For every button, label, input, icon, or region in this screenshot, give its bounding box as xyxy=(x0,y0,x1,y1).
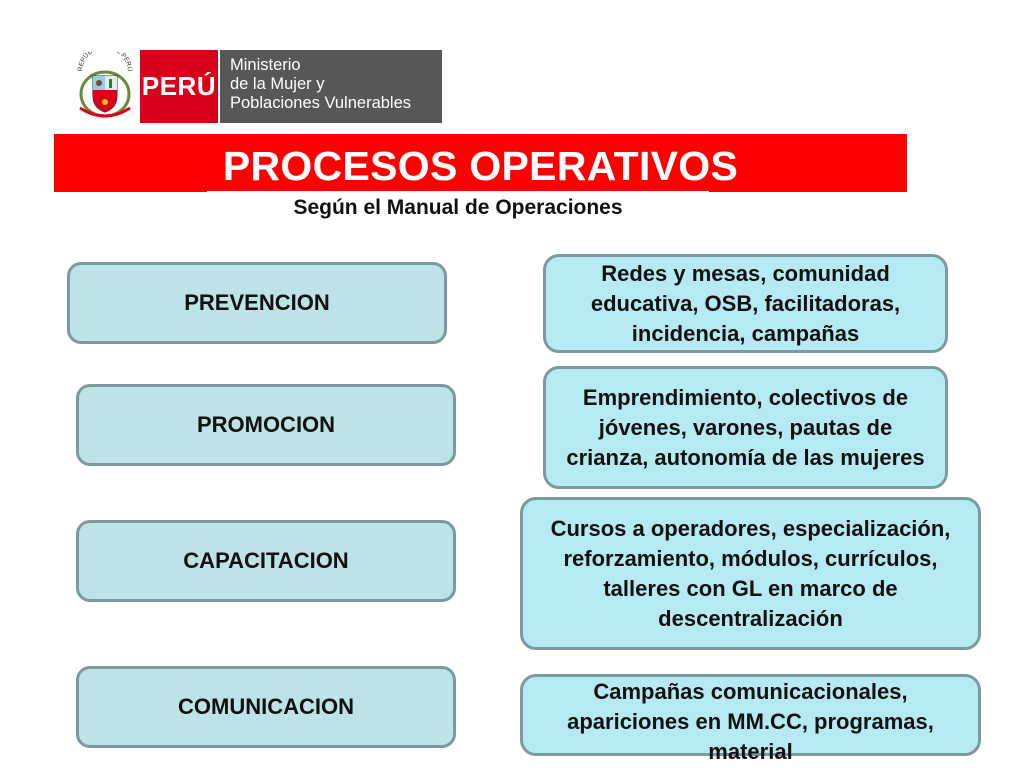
category-box-comunicacion: COMUNICACION xyxy=(76,666,456,748)
country-name: PERÚ xyxy=(141,71,217,101)
ministry-logo xyxy=(220,50,442,123)
description-box-capacitacion: Cursos a operadores, especialización, reforzamiento, módulos, currículos, talleres con GL en marco de descentralización xyxy=(520,497,981,650)
category-box-capacitacion: CAPACITACION xyxy=(76,520,456,602)
description-box-promocion: Emprendimiento, colectivos de jóvenes, varones, pautas de crianza, autonomía de las mujeres xyxy=(543,366,948,489)
shield-caption: REPÚB PERÚ xyxy=(76,52,134,72)
page-subtitle: Según el Manual de Operaciones xyxy=(293,196,623,219)
category-box-promocion: PROMOCION xyxy=(76,384,456,466)
page-title: PROCESOS OPERATIVOS xyxy=(222,143,739,189)
coat-of-arms-icon xyxy=(74,52,136,120)
svg-text:REPÚBLICA DEL PERÚ xyxy=(77,52,135,72)
description-box-comunicacion: Campañas comunicacionales, apariciones en MM.CC, programas, material xyxy=(520,674,981,756)
ministry-line-3: Poblaciones Vulnerables xyxy=(230,94,412,112)
ministry-line-2: de la Mujer y xyxy=(230,75,325,93)
country-logo xyxy=(140,50,218,123)
description-box-prevencion: Redes y mesas, comunidad educativa, OSB, facilitadoras, incidencia, campañas xyxy=(543,254,948,353)
category-box-prevencion: PREVENCION xyxy=(67,262,447,344)
ministry-line-1: Ministerio xyxy=(230,56,301,74)
